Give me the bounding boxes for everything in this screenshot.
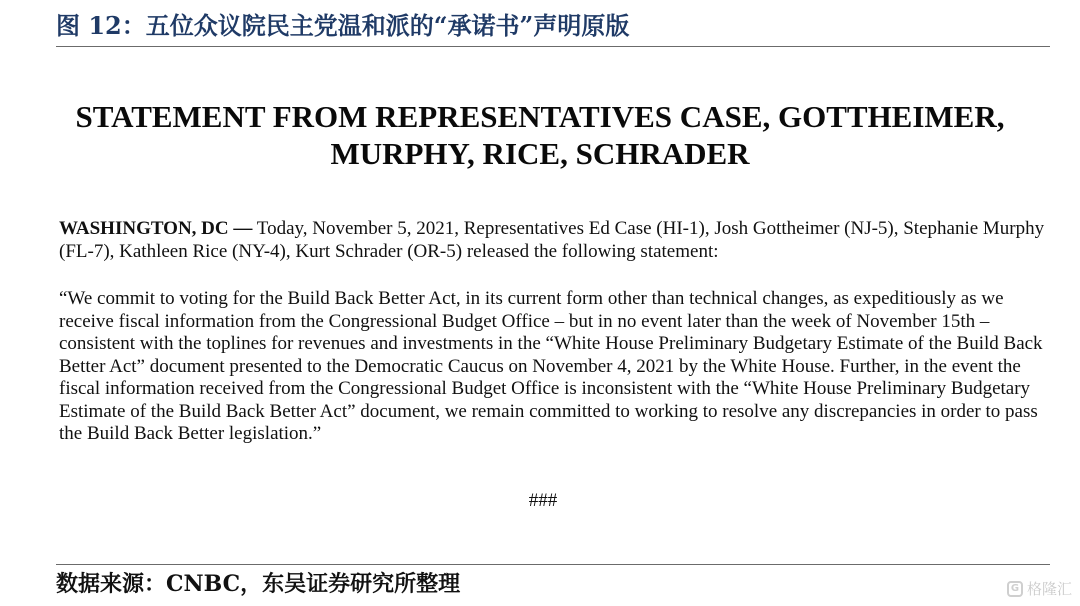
intro-text: Today, November 5, 2021, Representatives Ed Case (HI-1), Josh Gottheimer (NJ-5), Stephanie Murphy (FL-7), Kathleen Rice (NY-4), Kurt Schrader (OR-5) released the following statement: <box>59 218 1045 262</box>
watermark-text: 格隆汇 <box>1026 580 1072 598</box>
source-note: 数据来源：CNBC，东吴证券研究所整理 <box>56 571 461 597</box>
watermark-logo-icon: G <box>1007 581 1023 597</box>
figure-caption: 图 12：五位众议院民主党温和派的“承诺书”声明原版 <box>56 11 630 40</box>
statement-title-line-1: STATEMENT FROM REPRESENTATIVES CASE, GOTTHEIMER, <box>75 99 1005 134</box>
intro-paragraph <box>59 218 1049 263</box>
watermark <box>1007 578 1072 600</box>
quote-paragraph: “We commit to voting for the Build Back Better Act, in its current form other than technical changes, as expeditiously as we receive fiscal information from the Congressional Budget Office – but in no event later than the week of November 15th – consistent with the toplines for revenues and investments in the “White House Preliminary Budgetary Estimate of the Build Back Better Act” document presented to the Democratic Caucus on November 4, 2021 by the White House. Further, in the event the fiscal information received from the Congressional Budget Office is inconsistent with the “White House Preliminary Budgetary Estimate of the Build Back Better Act” document, we remain committed to working to resolve any discrepancies in order to pass the Build Back Better legislation.” <box>59 288 1043 444</box>
end-mark: ### <box>528 490 558 511</box>
bottom-divider <box>56 564 1050 565</box>
top-divider <box>56 46 1050 47</box>
statement-title-line-2: MURPHY, RICE, SCHRADER <box>330 136 750 171</box>
statement-title <box>40 98 1040 172</box>
dateline: WASHINGTON, DC — <box>59 218 253 239</box>
